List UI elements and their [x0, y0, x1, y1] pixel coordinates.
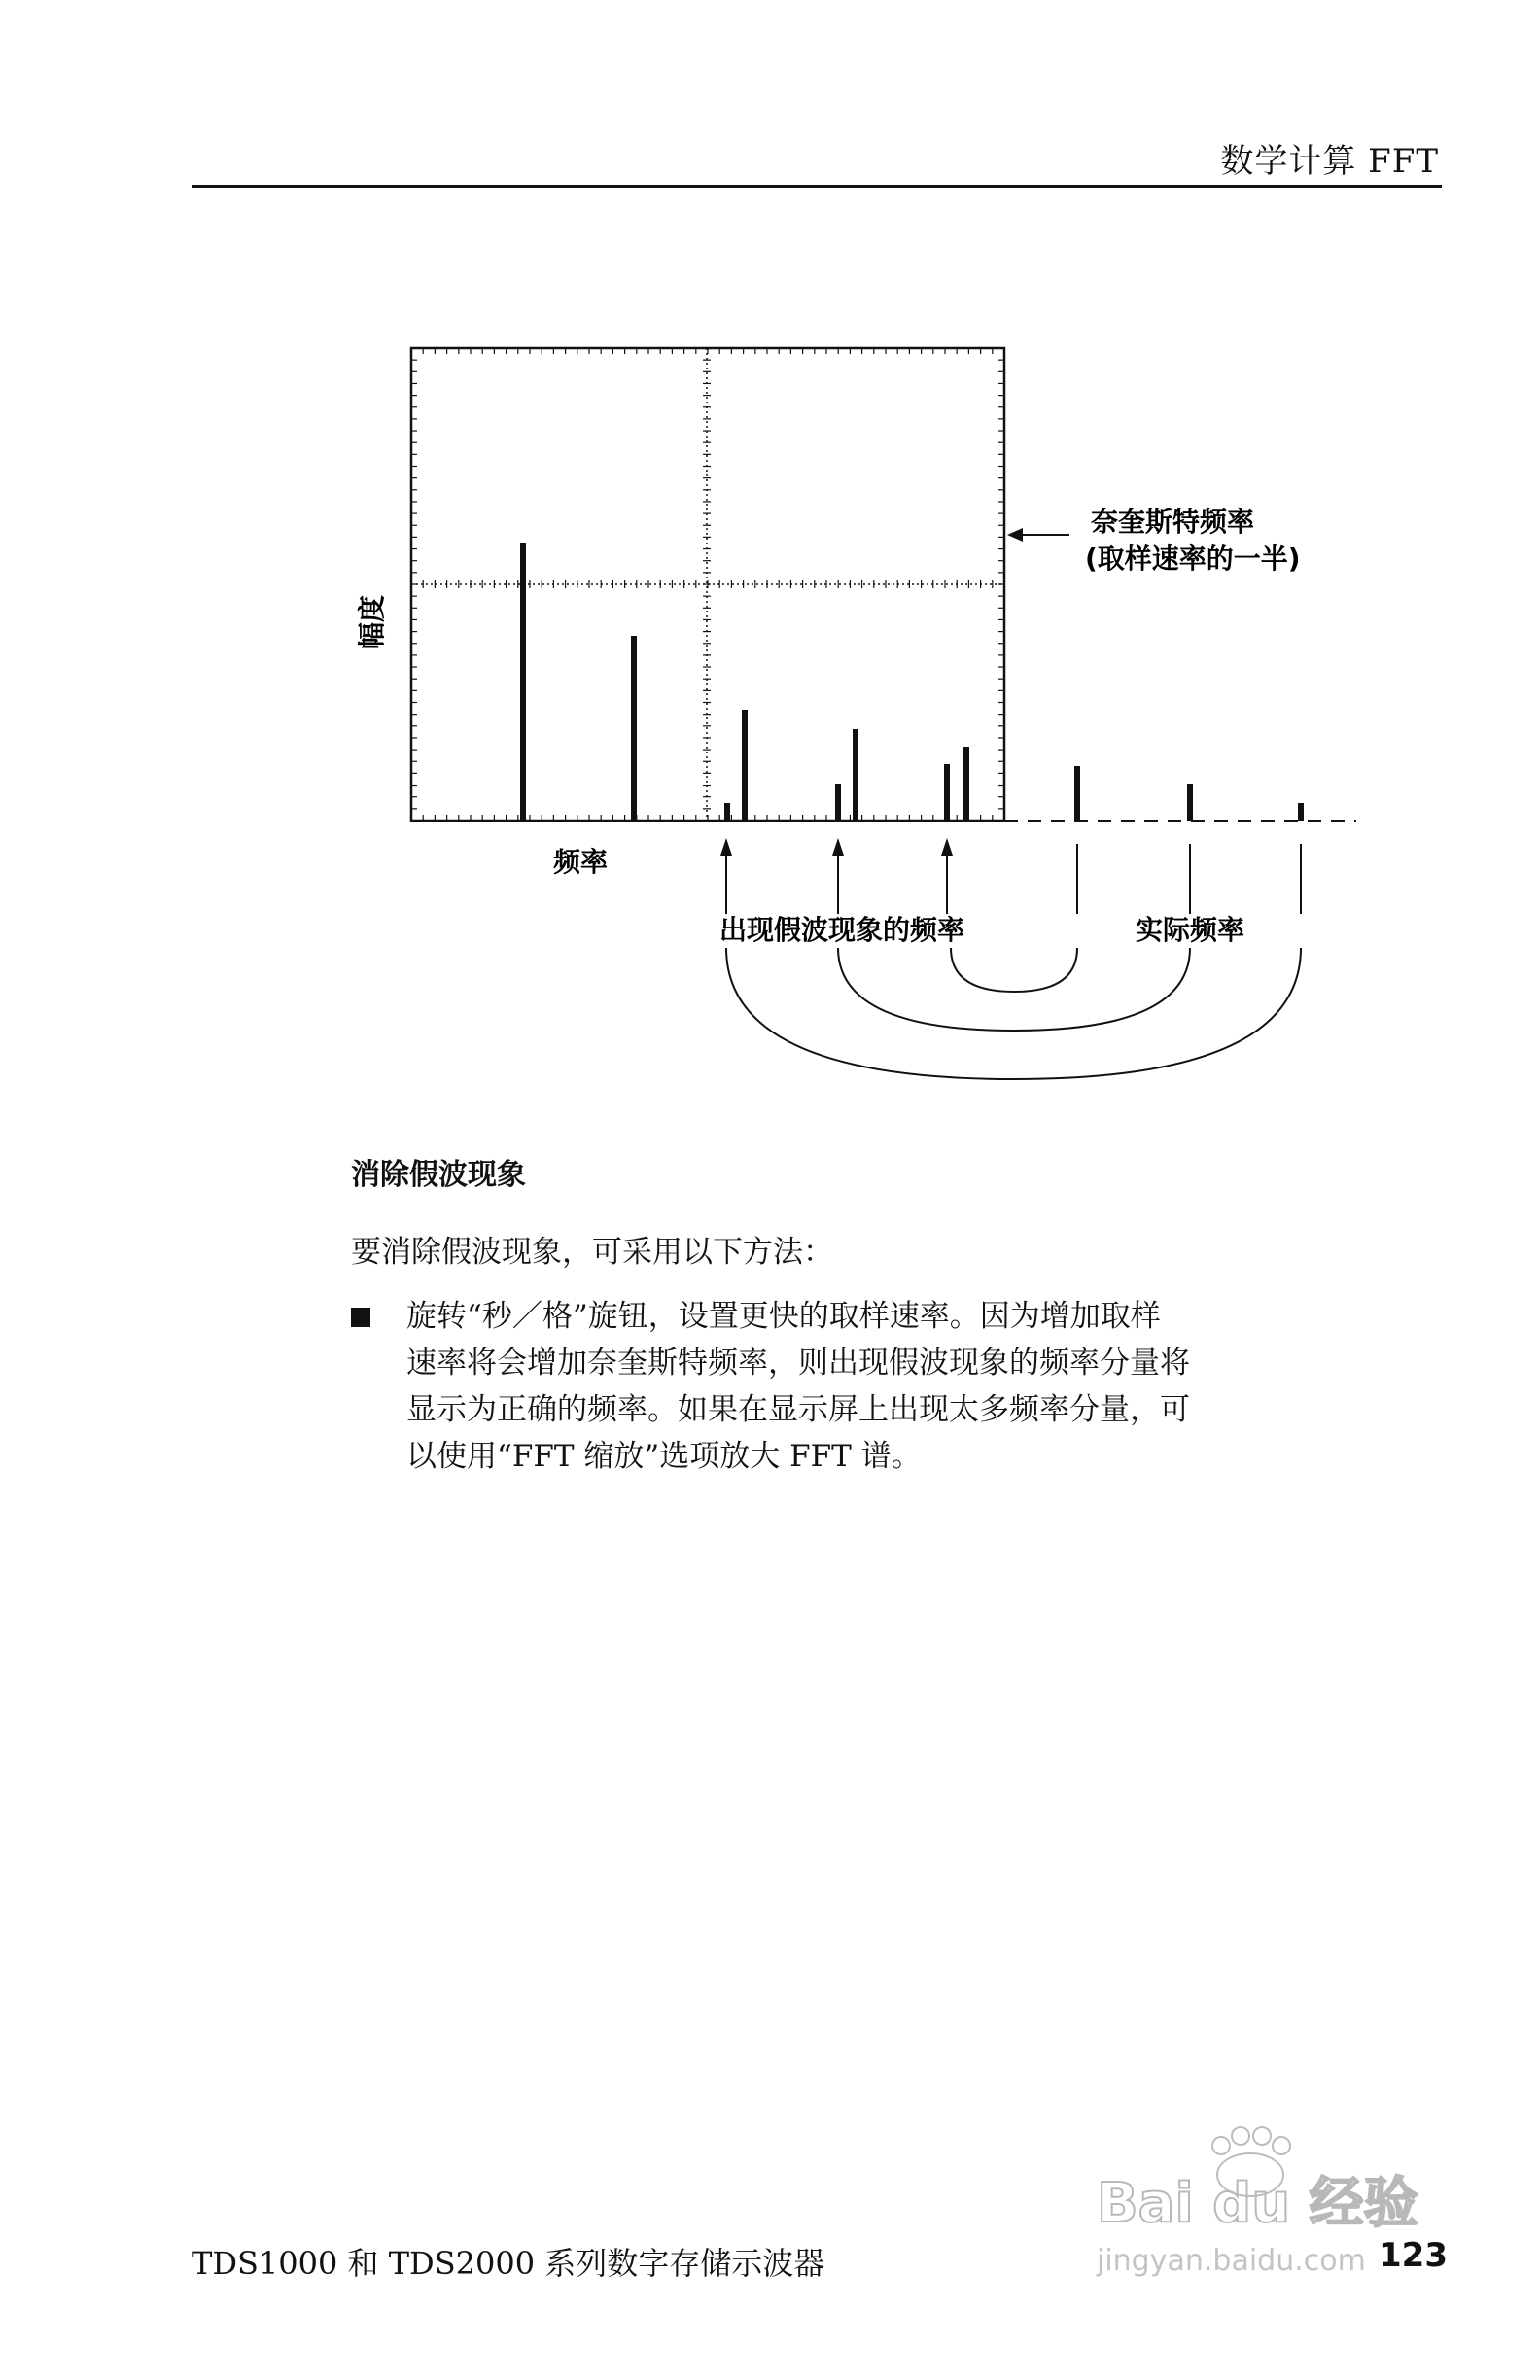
spectrum-bar-fundamental — [520, 542, 526, 821]
watermark-brand: Bai du 经验 — [1097, 2172, 1418, 2235]
spectrum-bar-aliased-1b — [742, 710, 748, 821]
spectrum-bar-actual-3 — [1298, 803, 1304, 821]
section-heading: 消除假波现象 — [351, 1158, 526, 1192]
spectrum-bar-actual-1 — [1074, 766, 1080, 821]
actual-leaders — [1077, 844, 1301, 914]
spectrum-bar-aliased-3b — [963, 747, 969, 821]
nyquist-arrowhead — [1007, 528, 1023, 542]
aliased-arrows — [720, 838, 953, 914]
bullet-square-icon — [351, 1308, 370, 1327]
intro-paragraph: 要消除假波现象，可采用以下方法： — [351, 1235, 833, 1270]
mapping-arcs — [726, 948, 1301, 1079]
aliased-frequency-label: 出现假波现象的频率 — [718, 914, 965, 946]
bullet-line: 以使用“FFT 缩放”选项放大 FFT 谱。 — [406, 1439, 922, 1474]
footer-manual-title: TDS1000 和 TDS2000 系列数字存储示波器 — [192, 2245, 825, 2282]
page-number: 123 — [1379, 2236, 1448, 2275]
spectrum-bar-aliased-2a — [835, 784, 841, 821]
nyquist-label-line1: 奈奎斯特频率 — [1091, 506, 1255, 538]
bullet-line: 速率将会增加奈奎斯特频率，则出现假波现象的频率分量将 — [406, 1346, 1190, 1381]
spectrum-bar-aliased-1a — [724, 803, 730, 821]
bullet-line: 显示为正确的频率。如果在显示屏上出现太多频率分量，可 — [406, 1392, 1190, 1427]
bullet-line: 旋转“秒／格”旋钮，设置更快的取样速率。因为增加取样 — [406, 1299, 1161, 1334]
actual-frequency-label: 实际频率 — [1135, 914, 1245, 946]
spectrum-bar-actual-2 — [1187, 784, 1193, 821]
baidu-watermark — [1077, 2124, 1447, 2290]
spectrum-bar-aliased-3a — [944, 764, 950, 821]
aliasing-figure — [0, 0, 1540, 1118]
spectrum-bar-aliased-2b — [853, 729, 858, 821]
spectrum-bar-harmonic — [631, 636, 637, 821]
running-header: 数学计算 FFT — [1220, 142, 1439, 181]
x-axis-label: 频率 — [552, 846, 609, 878]
watermark-url: jingyan.baidu.com — [1097, 2244, 1366, 2278]
y-axis-label: 幅度 — [356, 594, 388, 650]
bullet-paragraph — [406, 1293, 1427, 1480]
nyquist-label-line2: (取样速率的一半) — [1085, 542, 1301, 575]
